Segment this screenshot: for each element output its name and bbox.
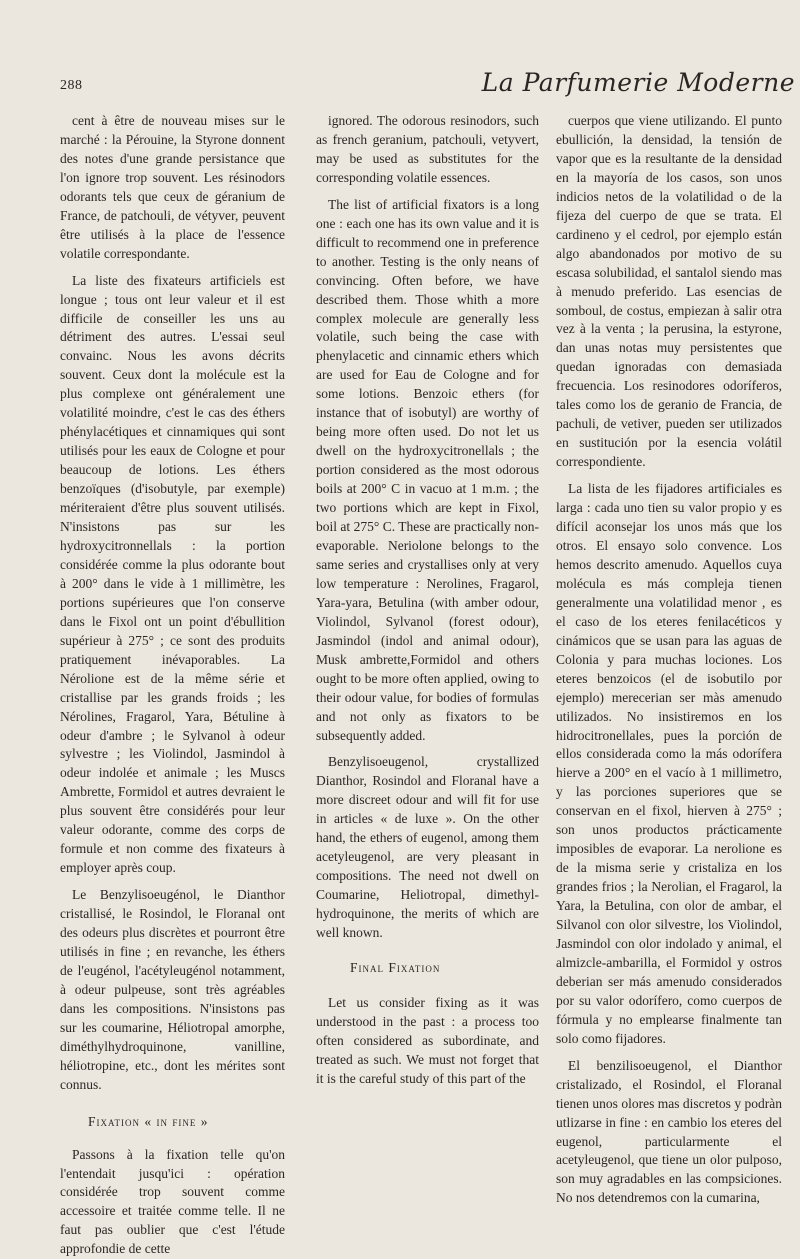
paragraph: ignored. The odorous resinodors, such as french geranium, patchouli, vetyvert, may be used as substitutes for the corresponding volatile essences. (316, 113, 539, 185)
paragraph: La liste des fixateurs artificiels est longue ; tous ont leur valeur et il est difficile de conseiller les uns au détriment des autres. L'essai seul convainc. Nous les avons décrits souvent. Ceux dont la molécule est la plus complexe ont généralement une volatilité moindre, c'est le cas des éthers phénylacétiques et cinnamiques qui sont utilisés pour les eaux de Cologne et pour beaucoup de lotions. Les éthers benzoïques (d'isobutyle, par exemple) mériteraient d'être plus souvent utilisés. N'insistons pas sur les hydroxycitronnellals : la portion considérée comme la plus odorante bout à 200° dans le vide à 1 millimètre, les portions supérieures que l'on conserve dans le Fixol ont un point d'ébullition supérieur à 275° ; ce sont des produits pratiquement inévaporables. La Nérolione est de la même série et cristallise par les grands froids ; les Nérolines, Fragarol, Yara, Bétuline à odeur d'ambre ; le Sylvanol à odeur sylvestre ; les Violindol, Jasmindol à odeur indolée et animale ; les Muscs Ambrette, Formidol et autres devraient le plus souvent être considérés pour leur valeur odorante, comme des corps de formule et non comme des fixateurs à employer après coup. (60, 272, 285, 876)
paragraph: El benzilisoeugenol, el Dianthor cristalizado, el Rosindol, el Floranal tienen unos olores mas discretos y podràn utlizarse in fine : en cambio los eteres del eugenol, particularmente el acetyleugenol, que tiene un olor pulposo, son muy agradables en las compsiciones. No nos detendremos con la cumarina, (556, 1057, 782, 1206)
paragraph: The list of artificial fixators is a long one : each one has its own value and it is difficult to recommend one in preference to another. Testing is the only neans of convincing. Often before, we have described them. Those whith a more complex molecule are generally less volatile, such being the case with phenylacetic and cinnamic ethers which are used for Eau de Cologne and for some lotions. Benzoic ethers (for instance that of isobutyl) are worthy of being more often used. Do not let us dwell on the hydroxycitronellals ; the portion considered as the most odorous boils at 200° C in vacuo at 1 m.m. ; the two portions which are kept in Fixol, boil at 275° C. These are practically non-evaporable. Neriolone belongs to the same series and crystallises only at very low temperature : Nerolines, Fragarol, Yara-yara, Betulina (with amber odour, Violindol, Sylvanol (forest odour), Jasmindol (indol and animal odour), Musk ambrette,Formidol and others ought to be more often applied, owing to their odour value, for bodies of formulas and not only as fixators to be subsequently added. (316, 196, 539, 743)
paragraph: Le Benzylisoeugénol, le Dianthor cristallisé, le Rosindol, le Floranal ont des odeurs plus discrètes et pourront être utilisés in fine ; en revanche, les éthers de l'eugénol, l'acétyleugénol notamment, à odeur pulpeuse, sont très agréables dans les compositions. N'insistons pas sur les coumarine, Héliotropal amorphe, diméthylhydroquinone, vanilline, héliotropine, etc., dont les mérites sont connus. (60, 887, 285, 1092)
paragraph: cent à être de nouveau mises sur le marché : la Pérouine, la Styrone donnent des notes d'une grande persistance que l'on ignore trop souvent. Les résinodors odorants tels que ceux de géranium de France, de patchouli, de vétyver, peuvent être utilisés à la place de l'essence volatile correspondante. (60, 113, 285, 261)
section-heading: Final Fixation (350, 959, 441, 975)
paragraph: Let us consider fixing as it was understood in the past : a process too often considered as subordinate, and treated as such. We must not forget that it is the careful study of this part of the (316, 994, 539, 1086)
english-column (316, 112, 539, 1089)
paragraph: Passons à la fixation telle qu'on l'entendait jusqu'ici : opération considérée trop souvent comme accessoire et traitée comme telle. Il ne faut pas oublier que c'est l'étude approfondie de cette (60, 1146, 285, 1257)
spanish-column (556, 112, 782, 1208)
paragraph: cuerpos que viene utilizando. El punto ebullición, la densidad, la tensión de vapor que es la resultante de la densidad en la mayoría de los casos, son unos indicios netos de la volatilidad o de la fijeza del cuerpo de que se trata. El cardineno y el cedrol, por ejemplo están algo abandonados por motivo de su escasa solubilidad, el santalol siendo mas à menudo preferido. Las esencias de somboul, de costus, empiezan à salir otra vez à la venta ; la perusina, la estyrone, dan unas notas muy persistentes que quedan ignoradas con demasiada frecuencia. Los resinodores odoríferos, tales como los de geranio de Francia, de pachuli, de vetiver, pueden ser utilizados en sustitución por la esencia volátil correspondiente. (556, 113, 782, 470)
journal-title: La Parfumerie Moderne (481, 68, 795, 97)
french-column (60, 112, 285, 1259)
section-heading: Fixation « in fine » (88, 1113, 209, 1129)
page-header (60, 68, 795, 106)
paragraph: Benzylisoeugenol, crystallized Dianthor, Rosindol and Floranal have a more discreet odour and will fit for use in articles « de luxe ». On the other hand, the ethers of eugenol, among them acetyleugenol, are very pleasant in compositions. The need not dwell on Coumarine, Heliotropal, dimethyl-hydroquinone, the merits of which are well known. (316, 754, 539, 941)
paragraph: La lista de les fijadores artificiales es larga : cada uno tien su valor propio y es difícil aconsejar los unos más que los otros. El ensayo solo convence. Los hemos descrito amenudo. Aquellos cuya molécula es más compleja tienen generalmente una volatilidad menor , es el caso de los eteres fenilacéticos y cinámicos que se usan para las aguas de Colonia y para muchas lociones. Los eteres benzoicos (el de isobutilo por ejemplo) merecerian ser màs amenudo utilizados. No insistiremos en los hidrocitronellales, pues la porción de ellos considerada como la más odorífera hierve a 200° en el vacío à 1 millimetro, y las porciones superiores que se conservan en el fixol, hierven à 275° ; son unos productos prácticamente imposibles de evaporar. La nerolione es de la misma serie y cristaliza en los grandes frios ; la Nerolian, el Fragarol, la Yara, la Betulina, con olor de ambar, el Silvanol con olor silvestre, los Violindol, Jasmindol con olor indolado y animal, el almizcle-ambarilla, el Formidol y ostros deberian ser más amenudo considerados por su valor odorífero, como cuerpos de fórmula y no emplearse finalmente tan solo como fijadores. (556, 481, 782, 1046)
page-number: 288 (60, 78, 83, 93)
